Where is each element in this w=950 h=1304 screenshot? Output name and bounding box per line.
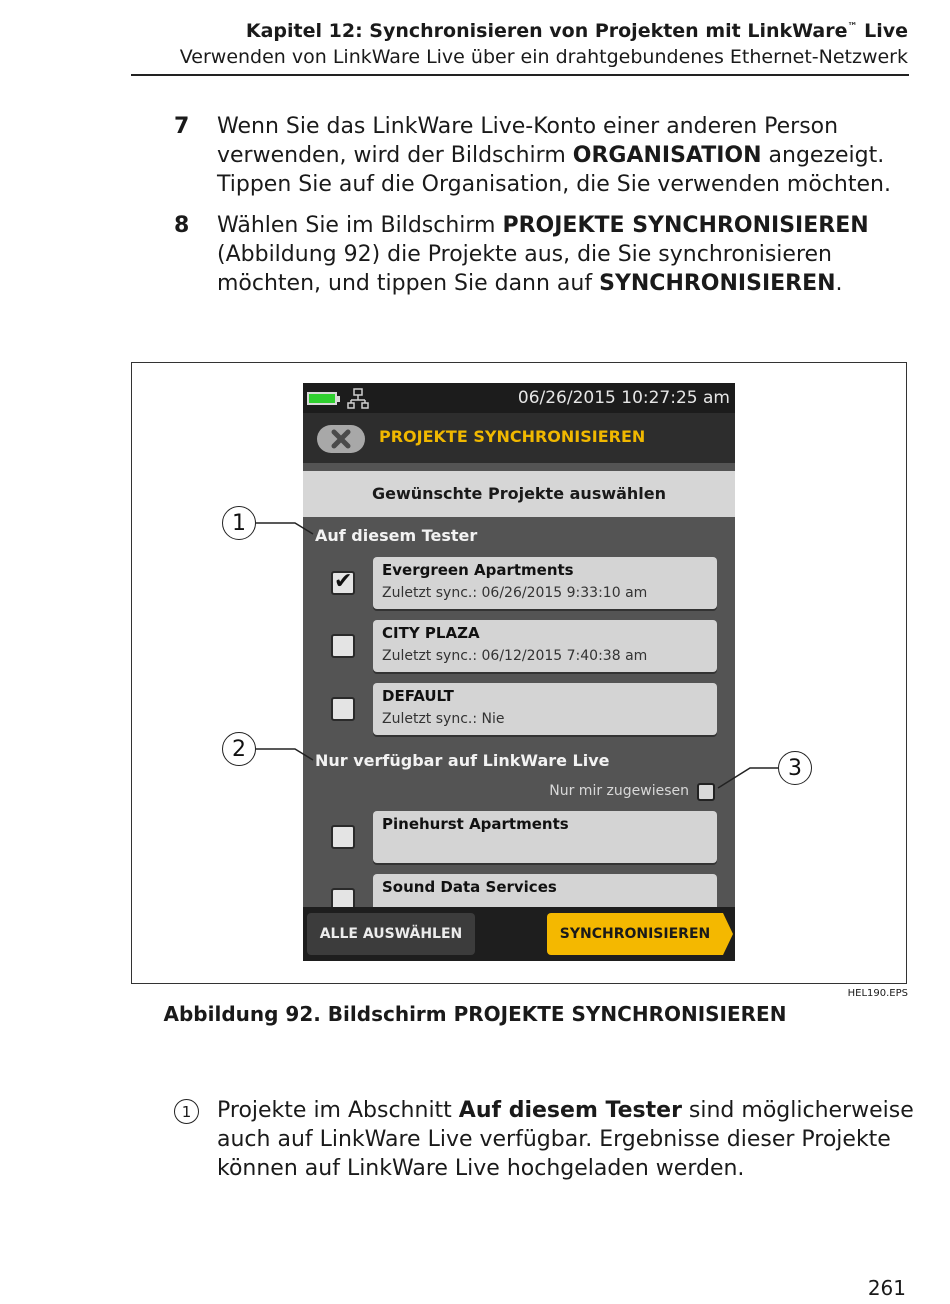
project-card[interactable] (373, 620, 717, 672)
callout-2: 2 (222, 732, 256, 766)
section-online-only: Nur verfügbar auf LinkWare Live (315, 751, 610, 770)
screen-subheader (303, 471, 735, 517)
project-name: Pinehurst Apartments (382, 815, 569, 833)
sync-button-arrow[interactable] (723, 913, 733, 955)
section-title: Verwenden von LinkWare Live über ein drahtgebundenes Ethernet-Netzwerk (179, 46, 908, 68)
battery-icon (307, 392, 337, 405)
subheader-text: Gewünschte Projekte auswählen (371, 484, 667, 503)
network-icon (347, 388, 369, 410)
callout-2-leader (255, 744, 317, 762)
page-number: 261 (867, 1276, 906, 1300)
project-checkbox[interactable] (331, 697, 355, 721)
note-marker: 1 (174, 1099, 199, 1124)
battery-tip (337, 396, 340, 402)
assigned-filter-checkbox[interactable] (697, 783, 715, 801)
project-name: Evergreen Apartments (382, 561, 574, 579)
assigned-filter-label: Nur mir zugewiesen (549, 783, 689, 799)
project-sync-status: Zuletzt sync.: Nie (382, 711, 505, 727)
project-name: CITY PLAZA (382, 624, 480, 642)
project-checkbox[interactable] (331, 571, 355, 595)
project-card[interactable] (373, 557, 717, 609)
project-card[interactable] (373, 683, 717, 735)
project-checkbox[interactable] (331, 634, 355, 658)
screen-bottom-bar (303, 907, 735, 961)
chapter-title: Kapitel 12: Synchronisieren von Projekten mit LinkWare™ Live (245, 20, 908, 42)
sync-button[interactable]: SYNCHRONISIEREN (547, 913, 723, 955)
screen-title: PROJEKTE SYNCHRONISIEREN (379, 427, 646, 446)
callout-1-leader (255, 518, 317, 536)
step-text: Wählen Sie im Bildschirm PROJEKTE SYNCHRONISIEREN (Abbildung 92) die Projekte aus, die Sie synchronisieren möchten, und tippen Sie dann auf SYNCHRONISIEREN. (217, 213, 869, 296)
step-number: 7 (174, 114, 190, 139)
callout-3-leader (716, 764, 780, 790)
project-card[interactable] (373, 811, 717, 863)
trademark-mark: ™ (847, 21, 858, 33)
project-sync-status: Zuletzt sync.: 06/12/2015 7:40:38 am (382, 648, 648, 664)
figure-code: HEL190.EPS (847, 988, 908, 999)
status-bar (303, 383, 735, 413)
step-text: Wenn Sie das LinkWare Live-Konto einer anderen Person verwenden, wird der Bildschirm ORGANISATION angezeigt. Tippen Sie auf die Organisation, die Sie verwenden möchten. (217, 114, 891, 197)
project-sync-status: Zuletzt sync.: 06/26/2015 9:33:10 am (382, 585, 648, 601)
project-name: DEFAULT (382, 687, 454, 705)
section-on-tester: Auf diesem Tester (315, 526, 478, 545)
step-number: 8 (174, 213, 190, 238)
callout-3: 3 (778, 751, 812, 785)
back-button[interactable] (317, 425, 365, 453)
header-divider (131, 74, 909, 76)
project-checkbox[interactable] (331, 825, 355, 849)
select-all-button[interactable]: ALLE AUSWÄHLEN (307, 913, 475, 955)
checkmark-icon: ✔ (334, 569, 353, 594)
screen-titlebar (303, 413, 735, 463)
close-icon (317, 425, 365, 453)
device-screen (303, 383, 735, 961)
project-name: Sound Data Services (382, 878, 557, 896)
figure-caption: Abbildung 92. Bildschirm PROJEKTE SYNCHRONISIEREN (163, 1002, 787, 1026)
note-text: Projekte im Abschnitt Auf diesem Tester sind möglicherweise auch auf LinkWare Live verfügbar. Ergebnisse dieser Projekte können auf LinkWare Live hochgeladen werden. (217, 1098, 914, 1181)
callout-1: 1 (222, 506, 256, 540)
status-datetime: 06/26/2015 10:27:25 am (517, 388, 730, 408)
